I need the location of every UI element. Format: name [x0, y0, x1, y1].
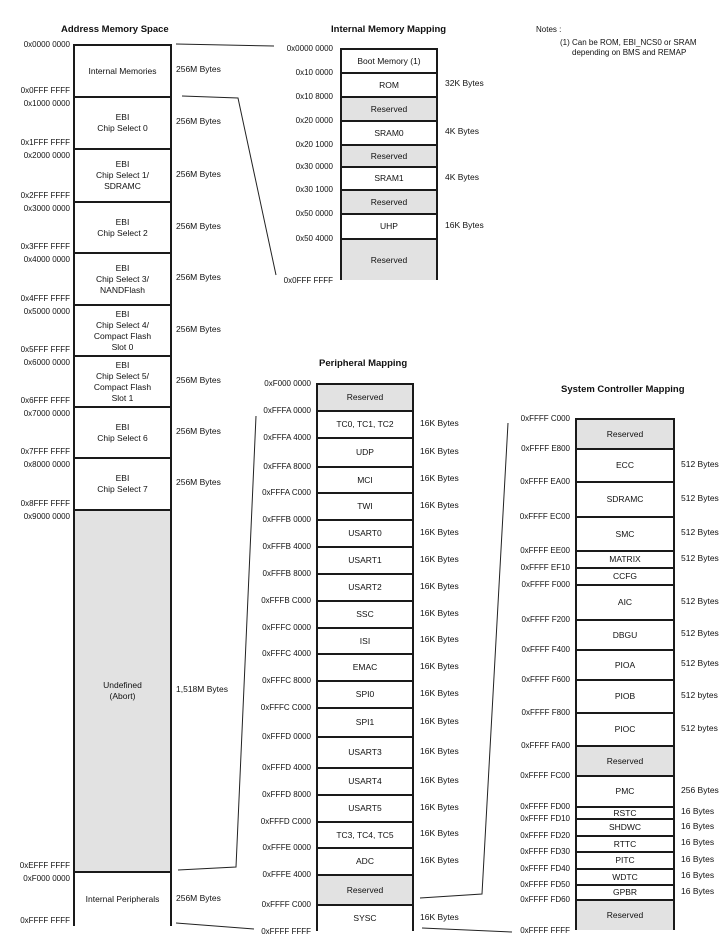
system-controller-block-size: 512 Bytes	[681, 658, 719, 668]
address-start: 0x2000 0000	[23, 151, 70, 160]
internal-memory-block-label: Boot Memory (1)	[357, 55, 421, 66]
internal-memory-address: 0x10 0000	[295, 68, 333, 77]
address-space-block-label: EBI Chip Select 3/ NANDFlash	[96, 262, 149, 295]
address-start: 0xF000 0000	[23, 874, 70, 883]
address-end: 0x2FFF FFFF	[20, 191, 70, 200]
system-controller-block-label: RTTC	[613, 838, 637, 849]
peripheral-block	[318, 410, 412, 437]
system-controller-block-label: PIOC	[614, 724, 636, 734]
system-controller-block-size: 512 Bytes	[681, 595, 719, 606]
system-controller-block	[577, 868, 673, 884]
peripheral-block	[318, 821, 412, 847]
system-controller-block-label: SHDWC	[608, 822, 642, 832]
system-controller-block	[577, 649, 673, 679]
internal-memory-address: 0x20 0000	[295, 116, 333, 125]
internal-memory-block	[342, 72, 436, 96]
address-start: 0x4000 0000	[23, 255, 70, 264]
peripheral-block-label: SSC	[356, 609, 374, 619]
address-end: 0x3FFF FFFF	[20, 242, 70, 251]
system-controller-block	[577, 712, 673, 745]
peripheral-block-label: USART1	[348, 555, 382, 565]
system-controller-block-size: 512 Bytes	[681, 552, 719, 563]
peripheral-block-size: 16K Bytes	[420, 715, 459, 726]
peripheral-block	[318, 519, 412, 546]
internal-memory-block-size: 16K Bytes	[445, 219, 484, 230]
system-controller-address: 0xFFFF FD50	[520, 880, 570, 889]
peripheral-block-size: 16K Bytes	[420, 687, 459, 698]
address-end: 0x4FFF FFFF	[20, 294, 70, 303]
internal-memory-address: 0x30 1000	[295, 185, 333, 194]
system-controller-block-size: 16 Bytes	[681, 806, 715, 816]
internal-memory-address: 0x0FFF FFFF	[283, 276, 333, 285]
system-controller-block-label: SMC	[615, 528, 635, 539]
system-controller-block-label: DBGU	[612, 629, 638, 640]
system-controller-address: 0xFFFF EC00	[519, 512, 570, 521]
address-space-block-size: 256M Bytes	[176, 64, 221, 74]
address-end: 0x5FFF FFFF	[20, 345, 70, 354]
address-space-block-label: EBI Chip Select 0	[97, 112, 148, 133]
internal-memory-block	[342, 96, 436, 120]
address-space-block	[75, 871, 170, 926]
address-space-block	[75, 201, 170, 252]
peripheral-address: 0xFFFB 8000	[262, 569, 311, 578]
system-controller-block	[577, 835, 673, 851]
peripheral-address: 0xFFFE 4000	[262, 870, 311, 879]
internal-memory-column	[340, 48, 438, 280]
peripheral-address: 0xFFFA 8000	[263, 462, 311, 471]
peripheral-block	[318, 600, 412, 627]
system-controller-address: 0xFFFF E800	[521, 444, 570, 453]
peripheral-block-label: ADC	[356, 856, 374, 866]
internal-memory-address: 0x30 0000	[295, 162, 333, 171]
peripheral-block	[318, 904, 412, 931]
peripheral-block-label: USART2	[348, 582, 382, 592]
peripheral-address: 0xFFFB C000	[261, 596, 311, 605]
peripheral-block	[318, 707, 412, 736]
system-controller-address: 0xFFFF F000	[521, 580, 570, 589]
system-controller-address: 0xFFFF FD40	[520, 864, 570, 873]
address-space-block-label: EBI Chip Select 7	[97, 473, 148, 494]
peripheral-block-label: USART3	[348, 747, 382, 757]
system-controller-block	[577, 481, 673, 516]
internal-memory-block-label: Reserved	[370, 150, 408, 161]
peripheral-address: 0xFFFE 0000	[262, 843, 311, 852]
peripheral-block	[318, 573, 412, 600]
peripheral-block-label: Reserved	[346, 392, 384, 402]
peripheral-address: 0xF000 0000	[264, 379, 311, 388]
address-space-block-label: Undefined (Abort)	[103, 680, 142, 701]
system-controller-block	[577, 851, 673, 868]
peripheral-block-size: 16K Bytes	[420, 607, 459, 618]
address-space-block	[75, 509, 170, 871]
internal-memory-block-label: SRAM1	[374, 173, 404, 183]
peripheral-block	[318, 492, 412, 519]
peripheral-block-label: MCI	[357, 474, 373, 485]
system-controller-block-size: 16 Bytes	[681, 820, 715, 831]
address-space-block-label: EBI Chip Select 5/ Compact Flash Slot 1	[93, 359, 152, 403]
peripheral-address: 0xFFFD 4000	[262, 763, 311, 772]
system-controller-block-label: Reserved	[606, 428, 644, 439]
peripheral-block	[318, 653, 412, 680]
address-space-block-size: 256M Bytes	[176, 374, 221, 385]
internal-memory-block-label: ROM	[379, 79, 399, 90]
system-controller-address: 0xFFFF EE00	[520, 546, 570, 555]
system-controller-address: 0xFFFF C000	[520, 414, 570, 423]
peripheral-block-size: 16K Bytes	[420, 660, 459, 671]
peripheral-block-label: Reserved	[346, 884, 384, 895]
system-controller-address: 0xFFFF EF10	[520, 563, 570, 572]
peripheral-block-label: USART4	[348, 776, 382, 786]
system-controller-block	[577, 420, 673, 448]
system-controller-block-label: PMC	[615, 786, 635, 796]
address-end: 0xEFFF FFFF	[19, 861, 70, 870]
system-controller-block	[577, 550, 673, 567]
system-controller-block	[577, 745, 673, 775]
system-controller-block	[577, 818, 673, 835]
address-space-block-size: 256M Bytes	[176, 116, 221, 126]
internal-memory-block-size: 32K Bytes	[445, 78, 484, 88]
peripheral-block-size: 16K Bytes	[420, 445, 459, 456]
peripheral-address: 0xFFFA 4000	[263, 433, 311, 442]
system-controller-block	[577, 775, 673, 806]
internal-memory-block	[342, 213, 436, 238]
system-controller-column	[575, 418, 675, 930]
peripheral-address: 0xFFFB 4000	[262, 542, 311, 551]
address-start: 0x1000 0000	[23, 99, 70, 108]
address-space-block	[75, 148, 170, 201]
internal-memory-address: 0x50 4000	[295, 234, 333, 243]
system-controller-address: 0xFFFF FFFF	[520, 926, 570, 935]
peripheral-block-label: USART0	[348, 528, 382, 538]
address-space-block-size: 256M Bytes	[176, 168, 221, 179]
system-controller-block	[577, 619, 673, 649]
internal-memory-block-label: Reserved	[370, 196, 408, 207]
system-controller-block-size: 512 Bytes	[681, 492, 719, 503]
system-controller-block	[577, 899, 673, 930]
peripheral-block-size: 16K Bytes	[420, 774, 459, 785]
peripheral-address: 0xFFFD 0000	[262, 732, 311, 741]
address-space-block	[75, 252, 170, 304]
address-end: 0xFFFF FFFF	[20, 916, 70, 925]
address-space-block	[75, 457, 170, 509]
address-space-block	[75, 304, 170, 355]
peripheral-block-size: 16K Bytes	[420, 745, 459, 756]
peripheral-block-size: 16K Bytes	[420, 526, 459, 537]
internal-memory-block-label: UHP	[380, 221, 398, 231]
peripheral-address: 0xFFFC 8000	[262, 676, 311, 685]
internal-memory-address: 0x10 8000	[295, 92, 333, 101]
peripheral-block-size: 16K Bytes	[420, 580, 459, 591]
system-controller-block	[577, 448, 673, 481]
address-space-block	[75, 46, 170, 96]
peripheral-block-size: 16K Bytes	[420, 801, 459, 812]
system-controller-block-label: MATRIX	[609, 554, 641, 564]
system-controller-block-size: 256 Bytes	[681, 784, 719, 795]
address-space-block-size: 256M Bytes	[176, 425, 221, 436]
address-space-block	[75, 406, 170, 457]
peripheral-block	[318, 437, 412, 466]
connector-sysc-bottom	[422, 928, 512, 932]
peripheral-mapping-title: Peripheral Mapping	[319, 358, 408, 369]
system-controller-block-size: 16 Bytes	[681, 837, 715, 847]
address-space-block-label: EBI Chip Select 6	[97, 421, 148, 443]
system-controller-block	[577, 884, 673, 899]
address-space-block-label: EBI Chip Select 4/ Compact Flash Slot 0	[93, 308, 152, 352]
peripheral-address: 0xFFFD C000	[260, 817, 311, 826]
peripheral-block-size: 16K Bytes	[420, 417, 459, 428]
internal-memory-block	[342, 166, 436, 189]
address-end: 0x7FFF FFFF	[20, 447, 70, 456]
system-controller-block-label: RSTC	[613, 807, 637, 818]
address-space-column	[73, 44, 172, 926]
system-controller-block-label: AIC	[617, 597, 633, 607]
peripheral-block	[318, 627, 412, 653]
internal-memory-block	[342, 50, 436, 72]
peripheral-block	[318, 794, 412, 821]
address-space-block	[75, 355, 170, 406]
peripheral-block-size: 16K Bytes	[420, 473, 459, 483]
system-controller-block-size: 512 bytes	[681, 722, 718, 733]
system-controller-address: 0xFFFF FD60	[520, 895, 570, 904]
address-space-block-size: 256M Bytes	[176, 892, 221, 903]
internal-memory-block-size: 4K Bytes	[445, 126, 480, 136]
peripheral-address: 0xFFFD 8000	[262, 790, 311, 799]
address-space-block-size: 256M Bytes	[176, 477, 221, 487]
peripheral-block-size: 16K Bytes	[420, 553, 459, 564]
peripheral-block	[318, 546, 412, 573]
address-space-block-size: 256M Bytes	[176, 220, 221, 231]
address-end: 0x1FFF FFFF	[20, 138, 70, 147]
peripheral-address: 0xFFFB 0000	[262, 515, 311, 524]
system-controller-address: 0xFFFF FD00	[520, 802, 570, 811]
internal-memory-address: 0x50 0000	[295, 209, 333, 218]
system-controller-block-size: 512 Bytes	[681, 628, 719, 638]
peripheral-block-label: TC3, TC4, TC5	[336, 829, 394, 840]
system-controller-address: 0xFFFF EA00	[520, 477, 570, 486]
peripheral-block	[318, 466, 412, 492]
system-controller-address: 0xFFFF F800	[521, 708, 570, 717]
peripheral-block	[318, 847, 412, 874]
system-controller-address: 0xFFFF FD10	[520, 814, 570, 823]
address-start: 0x7000 0000	[23, 409, 70, 418]
address-space-block-size: 256M Bytes	[176, 323, 221, 334]
system-controller-block-label: PIOA	[614, 659, 636, 670]
system-controller-block-label: WDTC	[612, 871, 638, 882]
internal-memory-block	[342, 120, 436, 144]
notes-line-1: (1) Can be ROM, EBI_NCS0 or SRAM	[560, 38, 697, 47]
address-end: 0x8FFF FFFF	[20, 499, 70, 508]
address-start: 0x8000 0000	[23, 460, 70, 469]
peripheral-block-label: EMAC	[352, 662, 378, 672]
connector-internal-top	[176, 44, 274, 46]
system-controller-block-label: Reserved	[606, 755, 644, 766]
address-space-block-label: Internal Memories	[88, 65, 157, 76]
system-controller-block	[577, 584, 673, 619]
system-controller-block-size: 512 Bytes	[681, 527, 719, 537]
peripheral-block-label: SPI1	[355, 717, 375, 727]
system-controller-block	[577, 806, 673, 818]
system-controller-block-label: ECC	[616, 460, 634, 470]
system-controller-block-label: GPBR	[612, 887, 638, 897]
peripheral-column	[316, 383, 414, 931]
peripheral-block-label: SYSC	[353, 913, 377, 923]
address-space-block	[75, 96, 170, 148]
system-controller-address: 0xFFFF FA00	[521, 741, 570, 750]
address-start: 0x0000 0000	[23, 40, 70, 49]
peripheral-address: 0xFFFC C000	[260, 703, 311, 712]
address-start: 0x9000 0000	[23, 512, 70, 521]
system-controller-block-label: Reserved	[606, 910, 644, 920]
peripheral-address: 0xFFFC 0000	[262, 623, 311, 632]
address-space-block-label: Internal Peripherals	[85, 894, 160, 904]
system-controller-block-size: 512 bytes	[681, 689, 718, 700]
peripheral-block	[318, 767, 412, 794]
system-controller-block-size: 16 Bytes	[681, 870, 715, 880]
peripheral-block-label: TWI	[357, 501, 373, 511]
system-controller-block-size: 512 Bytes	[681, 458, 719, 469]
system-controller-address: 0xFFFF FC00	[520, 771, 570, 780]
system-controller-address: 0xFFFF FD20	[520, 831, 570, 840]
address-space-block-label: EBI Chip Select 2	[97, 216, 148, 238]
notes-line-2: depending on BMS and REMAP	[572, 48, 687, 57]
address-start: 0x5000 0000	[23, 307, 70, 316]
system-controller-address: 0xFFFF F600	[521, 675, 570, 684]
system-controller-address: 0xFFFF F200	[521, 615, 570, 624]
peripheral-block-size: 16K Bytes	[420, 499, 459, 510]
internal-memory-block	[342, 189, 436, 213]
peripheral-block-size: 16K Bytes	[420, 828, 459, 838]
connector-peripheral-bottom	[176, 923, 254, 929]
internal-memory-block-label: SRAM0	[374, 127, 404, 138]
peripheral-address: 0xFFFF FFFF	[261, 927, 311, 936]
system-controller-block-label: PIOB	[614, 691, 636, 701]
internal-memory-block-size: 4K Bytes	[445, 171, 480, 182]
peripheral-block-size: 16K Bytes	[420, 911, 459, 922]
internal-memory-address: 0x20 1000	[295, 140, 333, 149]
system-controller-address: 0xFFFF FD30	[520, 847, 570, 856]
notes-heading: Notes :	[536, 25, 562, 34]
internal-memory-title: Internal Memory Mapping	[331, 24, 447, 35]
system-controller-block-size: 16 Bytes	[681, 885, 715, 896]
peripheral-block	[318, 385, 412, 410]
system-controller-block-label: CCFG	[612, 571, 638, 581]
system-controller-block	[577, 516, 673, 550]
peripheral-block	[318, 874, 412, 904]
peripheral-address: 0xFFFC 4000	[262, 649, 311, 658]
peripheral-block-label: ISI	[359, 635, 371, 646]
address-start: 0x6000 0000	[23, 358, 70, 367]
peripheral-block	[318, 736, 412, 767]
system-controller-block	[577, 567, 673, 584]
peripheral-block-size: 16K Bytes	[420, 634, 459, 644]
system-controller-block-label: PITC	[615, 855, 635, 865]
peripheral-block-label: TC0, TC1, TC2	[336, 419, 394, 429]
internal-memory-block	[342, 238, 436, 280]
address-start: 0x3000 0000	[23, 204, 70, 213]
system-controller-block-label: SDRAMC	[606, 494, 644, 504]
address-end: 0x0FFF FFFF	[20, 86, 70, 95]
peripheral-block-label: USART5	[348, 803, 382, 813]
system-controller-address: 0xFFFF F400	[521, 645, 570, 654]
system-controller-block	[577, 679, 673, 712]
peripheral-block-label: UDP	[356, 447, 374, 457]
address-end: 0x6FFF FFFF	[20, 396, 70, 405]
address-space-block-label: EBI Chip Select 1/ SDRAMC	[96, 159, 149, 191]
peripheral-block-label: SPI0	[355, 689, 375, 699]
system-controller-block-size: 16 Bytes	[681, 853, 715, 864]
internal-memory-address: 0x0000 0000	[286, 44, 333, 53]
peripheral-address: 0xFFFA C000	[262, 488, 311, 497]
internal-memory-block-label: Reserved	[370, 254, 408, 265]
address-space-block-size: 1,518M Bytes	[176, 684, 228, 694]
internal-memory-block	[342, 144, 436, 166]
peripheral-block	[318, 680, 412, 707]
peripheral-address: 0xFFFA 0000	[263, 406, 311, 415]
peripheral-block-size: 16K Bytes	[420, 854, 459, 865]
internal-memory-block-label: Reserved	[370, 103, 408, 114]
peripheral-address: 0xFFFF C000	[261, 900, 311, 909]
address-space-title: Address Memory Space	[61, 24, 169, 35]
address-space-block-size: 256M Bytes	[176, 272, 221, 282]
system-controller-title: System Controller Mapping	[561, 384, 685, 395]
